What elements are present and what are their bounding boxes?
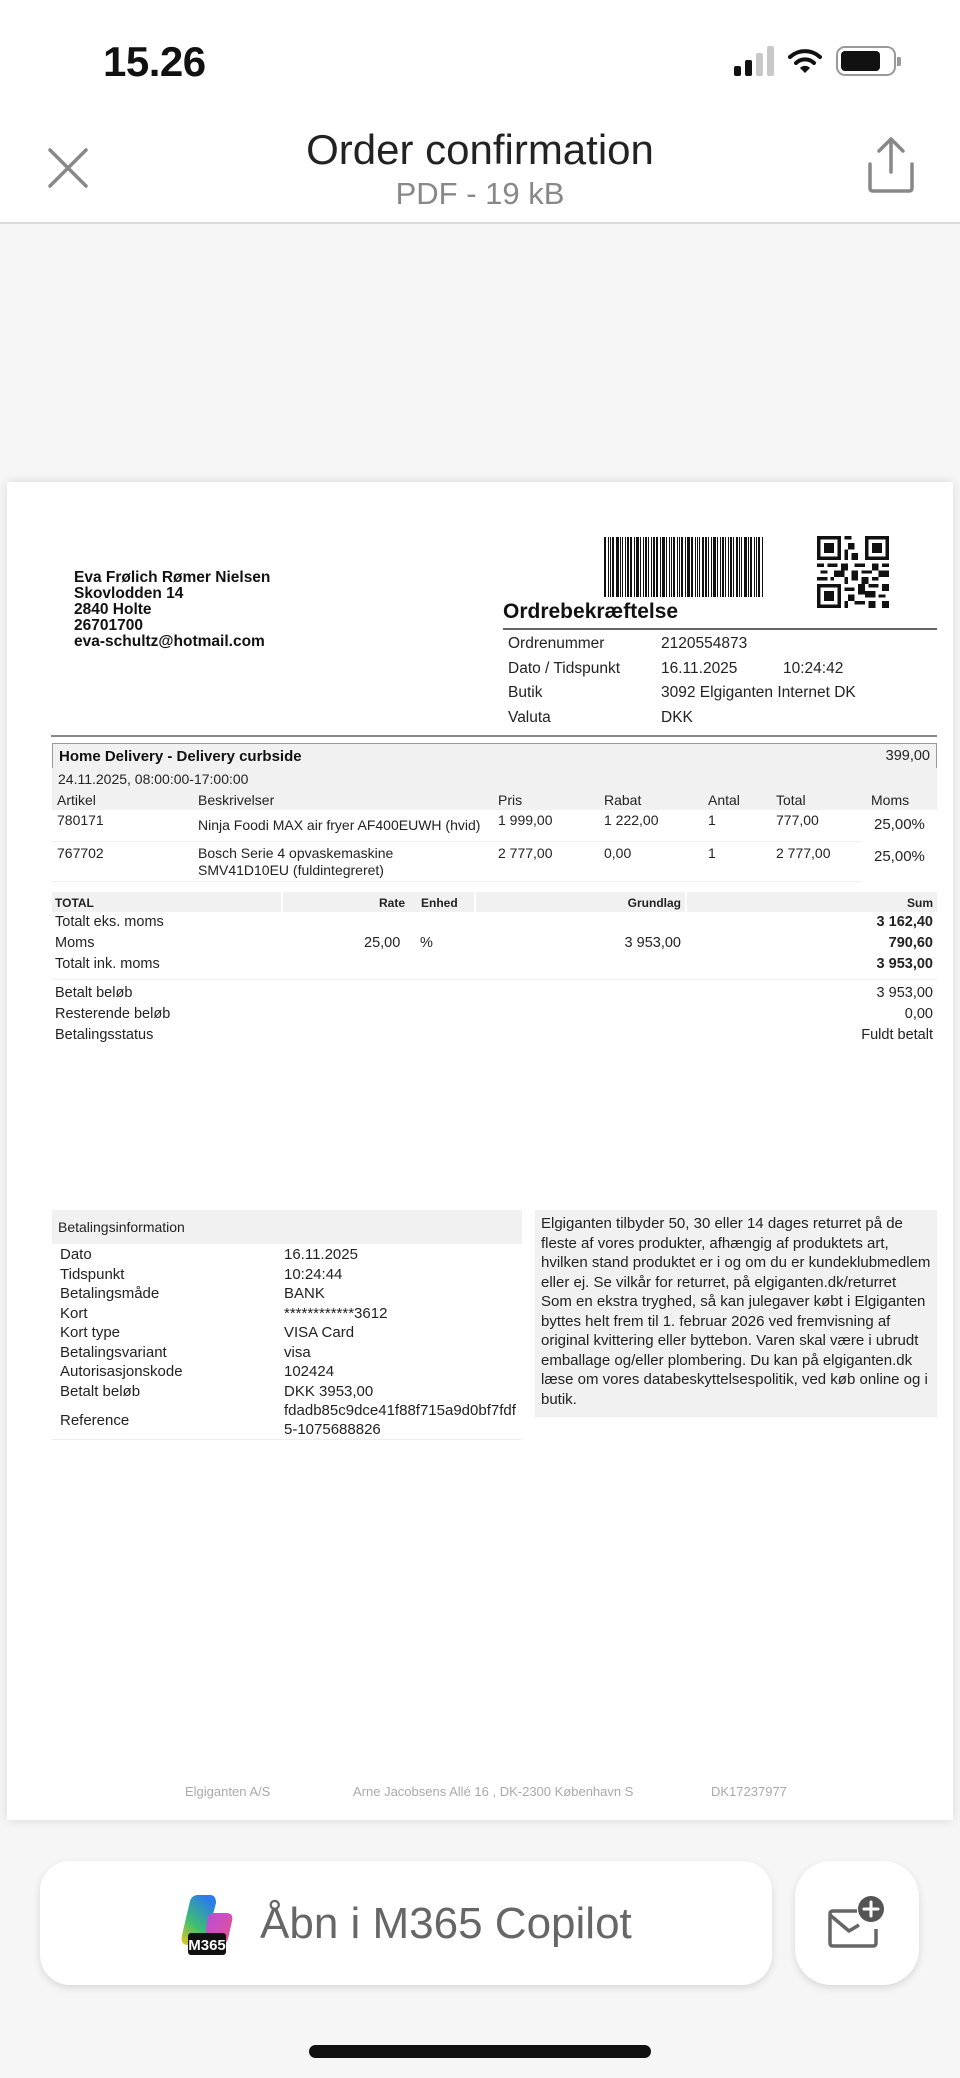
payment-info-label: Kort — [60, 1304, 88, 1322]
payment-summary-row — [52, 1025, 937, 1046]
order-currency: DKK — [661, 708, 693, 726]
totals-label: Totalt ink. moms — [55, 956, 160, 972]
order-info — [503, 632, 937, 730]
m365-copilot-icon — [176, 1891, 242, 1957]
payment-reference: fdadb85c9dce41f88f715a9d0bf7fdf5-1075688826 — [284, 1402, 516, 1438]
payment-information-header — [52, 1210, 522, 1244]
item-price: 1 999,00 — [498, 812, 553, 828]
totals-label: Moms — [55, 935, 95, 951]
payment-info-row — [52, 1381, 522, 1401]
mail-add-button[interactable] — [795, 1861, 919, 1985]
divider — [51, 735, 937, 737]
item-discount: 0,00 — [604, 845, 632, 861]
col-header: Rabat — [604, 792, 642, 808]
item-discount: 1 222,00 — [604, 812, 659, 828]
payment-summary-label: Resterende beløb — [55, 1006, 171, 1022]
col-header: Beskrivelser — [198, 792, 275, 808]
item-vat: 25,00% — [874, 816, 925, 833]
order-store: 3092 Elgiganten Internet DK — [661, 684, 856, 701]
payment-information — [52, 1210, 522, 1440]
delivery-window-row — [52, 768, 937, 790]
document-subtitle: PDF - 19 kB — [395, 176, 565, 211]
svg-text:M365: M365 — [188, 1937, 226, 1954]
open-in-copilot-label: Åbn i M365 Copilot — [260, 1899, 632, 1948]
order-number: 2120554873 — [661, 635, 748, 652]
return-policy-text: Elgiganten tilbyder 50, 30 eller 14 dages returret på de fleste af vores produkter, afhængig af produktets art, hvilken stand produktet er i og om du er kundeklubmedlem eller ej. Se vilkår for returret, på elgiganten.dk/returret Som en ekstra tryghed, så kan julegaver købt i Elgiganten byttes helt frem til 1. februar 2026 ved fremvisning af original kvittering eller byttebon. Varen skal være i ubrudt emballage og/eller plombering. Du kan på elgiganten.dk læse om vores databeskyttelsespolitik, ved køb online og i butik. — [535, 1210, 937, 1417]
item-quantity: 1 — [708, 845, 716, 861]
customer-address — [74, 570, 270, 650]
payment-info-value: BANK — [284, 1285, 325, 1302]
col-header: TOTAL — [55, 896, 94, 910]
payment-info-row — [52, 1283, 522, 1303]
home-indicator[interactable] — [309, 2045, 651, 2058]
status-icons — [734, 46, 896, 76]
order-field-label: Dato / Tidspunkt — [508, 659, 621, 677]
pdf-page[interactable] — [7, 482, 953, 1820]
customer-phone: 26701700 — [74, 617, 143, 634]
payment-info-row — [52, 1244, 522, 1264]
qr-code — [817, 536, 889, 608]
customer-city: 2840 Holte — [74, 601, 152, 618]
customer-street: Skovlodden 14 — [74, 585, 184, 602]
payment-info-row — [52, 1264, 522, 1284]
totals-header — [52, 892, 937, 912]
footer-company: Elgiganten A/S — [185, 1784, 271, 1799]
vat-base: 3 953,00 — [624, 935, 681, 951]
col-header: Antal — [708, 792, 740, 808]
totals-table — [52, 892, 937, 1046]
payment-info-value: DKK 3953,00 — [284, 1382, 374, 1400]
payment-info-label: Dato — [60, 1246, 92, 1263]
payment-info-row — [52, 1342, 522, 1362]
customer-name: Eva Frølich Rømer Nielsen — [74, 569, 271, 586]
item-quantity: 1 — [708, 812, 716, 828]
delivery-window: 24.11.2025, 08:00:00-17:00:00 — [58, 771, 249, 787]
item-total: 777,00 — [776, 812, 819, 828]
divider — [503, 628, 937, 630]
order-field — [503, 632, 937, 657]
battery-icon — [836, 46, 896, 76]
status-time: 15.26 — [103, 38, 206, 85]
col-header: Rate — [379, 896, 406, 910]
item-article: 767702 — [57, 845, 104, 861]
vat-rate: 25,00 — [364, 935, 401, 951]
remaining-amount: 0,00 — [904, 1006, 933, 1022]
payment-info-row — [52, 1400, 522, 1440]
delivery-row — [52, 743, 937, 768]
payment-info-label: Reference — [60, 1412, 130, 1429]
table-row — [52, 842, 925, 882]
order-field — [503, 681, 937, 706]
totals-row — [52, 954, 937, 975]
items-header — [52, 790, 937, 810]
item-description: Bosch Serie 4 opvaskemaskine — [198, 845, 394, 861]
col-header: Grundlag — [627, 896, 681, 910]
paid-amount: 3 953,00 — [876, 985, 933, 1001]
col-header: Enhed — [421, 896, 458, 910]
payment-summary-label: Betalt beløb — [55, 985, 133, 1001]
payment-info-label: Betalt beløb — [60, 1382, 141, 1400]
delivery-title: Home Delivery - Delivery curbside — [59, 748, 302, 765]
item-description: Ninja Foodi MAX air fryer AF400EUWH (hvid) — [198, 817, 481, 833]
payment-summary-row — [52, 983, 937, 1004]
footer-address: Arne Jacobsens Allé 16 , DK-2300 København S — [353, 1784, 634, 1799]
item-price: 2 777,00 — [498, 845, 553, 861]
table-row — [52, 810, 925, 842]
vat-unit: % — [420, 935, 433, 951]
payment-summary-label: Betalingsstatus — [55, 1027, 154, 1043]
order-field-label: Valuta — [508, 708, 551, 726]
barcode — [604, 537, 774, 597]
status-bar — [0, 0, 960, 110]
payment-info-label: Tidspunkt — [60, 1265, 125, 1283]
payment-information-title: Betalingsinformation — [58, 1219, 185, 1235]
payment-info-label: Betalingsvariant — [60, 1343, 167, 1361]
order-field — [503, 657, 937, 682]
order-title: Ordrebekræftelse — [503, 600, 679, 623]
payment-info-label: Autorisasjonskode — [60, 1363, 183, 1380]
payment-info-value: visa — [284, 1343, 311, 1361]
open-in-copilot-button[interactable] — [40, 1861, 772, 1985]
item-article: 780171 — [57, 812, 104, 828]
totals-sum: 3 162,40 — [876, 914, 933, 930]
payment-info-value: 10:24:44 — [284, 1265, 343, 1283]
payment-info-value: ************3612 — [284, 1304, 388, 1322]
nav-header — [0, 110, 960, 224]
payment-info-row — [52, 1303, 522, 1323]
totals-row — [52, 933, 937, 954]
item-total: 2 777,00 — [776, 845, 831, 861]
payment-info-label: Kort type — [60, 1324, 121, 1341]
divider — [52, 975, 937, 980]
items-table — [52, 790, 937, 882]
order-field — [503, 706, 937, 731]
payment-info-row — [52, 1322, 522, 1342]
payment-summary-row — [52, 1004, 937, 1025]
share-icon[interactable] — [866, 136, 916, 194]
payment-info-value: 16.11.2025 — [284, 1246, 358, 1263]
payment-info-label: Betalingsmåde — [60, 1285, 160, 1302]
totals-label: Totalt eks. moms — [55, 914, 164, 930]
item-vat: 25,00% — [874, 848, 925, 865]
col-header: Artikel — [57, 792, 96, 808]
payment-status: Fuldt betalt — [861, 1027, 933, 1043]
delivery-price: 399,00 — [885, 748, 930, 764]
mail-add-icon — [827, 1895, 887, 1951]
col-header: Total — [776, 792, 806, 808]
col-header: Sum — [906, 896, 933, 910]
totals-row — [52, 912, 937, 933]
footer-vat-number: DK17237977 — [711, 1784, 787, 1799]
col-header: Pris — [498, 792, 523, 808]
document-title: Order confirmation — [306, 126, 654, 173]
payment-info-row — [52, 1361, 522, 1381]
item-description-line2: SMV41D10EU (fuldintegreret) — [198, 862, 384, 878]
cellular-signal-icon — [734, 46, 774, 76]
totals-sum: 3 953,00 — [876, 956, 933, 972]
order-field-label: Ordrenummer — [508, 635, 605, 652]
payment-info-value: VISA Card — [284, 1324, 355, 1341]
order-field-label: Butik — [508, 684, 543, 701]
col-header: Moms — [871, 792, 910, 808]
order-date: 16.11.2025 — [661, 659, 738, 677]
customer-email: eva-schultz@hotmail.com — [74, 633, 265, 650]
payment-info-value: 102424 — [284, 1363, 335, 1380]
order-time: 10:24:42 — [783, 659, 844, 677]
wifi-icon — [788, 48, 822, 74]
totals-sum: 790,60 — [888, 935, 933, 951]
